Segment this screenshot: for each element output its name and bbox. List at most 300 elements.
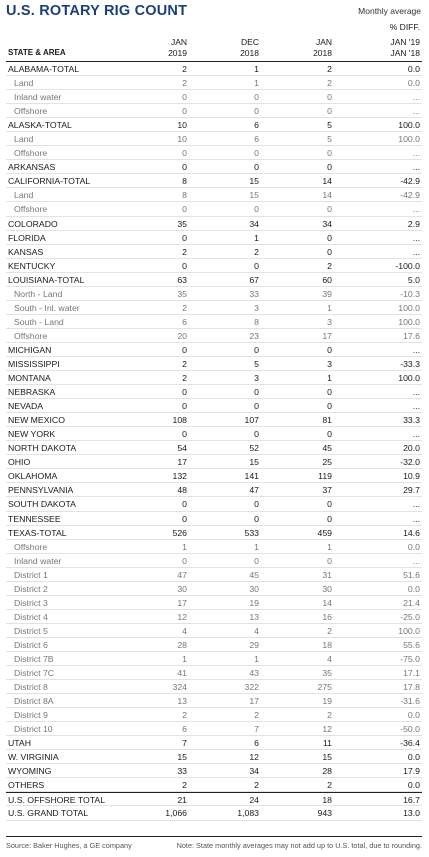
row-pct-diff: ...: [412, 555, 420, 566]
header-pct-diff: % DIFF.: [389, 22, 420, 32]
row-jan-2018: 459: [317, 527, 332, 538]
row-jan-2019: 41: [177, 668, 187, 679]
table-row: [6, 413, 422, 427]
row-area-name: District 7B: [14, 653, 54, 664]
row-jan-2018: 35: [322, 668, 332, 679]
row-jan-2019: 0: [182, 92, 187, 103]
row-jan-2019: 8: [182, 190, 187, 201]
row-jan-2019: 2: [182, 302, 187, 313]
row-pct-diff: ...: [412, 429, 420, 440]
table-row: [6, 540, 422, 554]
table-row: [6, 343, 422, 357]
row-area-name: SOUTH DAKOTA: [8, 499, 76, 510]
row-jan-2019: 0: [182, 513, 187, 524]
row-jan-2019: 0: [182, 429, 187, 440]
row-dec-2018: 0: [254, 204, 259, 215]
row-jan-2018: 0: [327, 555, 332, 566]
row-jan-2019: 17: [177, 597, 187, 608]
row-pct-diff: -100.0: [395, 260, 420, 271]
row-jan-2018: 0: [327, 106, 332, 117]
row-area-name: District 3: [14, 597, 48, 608]
header-col1-year: 2019: [168, 48, 187, 58]
row-pct-diff: 0.0: [407, 64, 420, 74]
row-jan-2019: 10: [177, 134, 187, 145]
row-jan-2018: 4: [327, 653, 332, 664]
row-jan-2019: 0: [182, 204, 187, 215]
row-area-name: District 8: [14, 682, 48, 693]
header-pct-from: JAN '19: [390, 37, 420, 47]
row-area-name: U.S. GRAND TOTAL: [8, 808, 89, 819]
table-row: [6, 427, 422, 441]
row-jan-2019: 4: [182, 625, 187, 636]
row-area-name: Offshore: [14, 148, 48, 159]
row-dec-2018: 43: [249, 668, 259, 679]
row-jan-2019: 2: [182, 710, 187, 721]
row-area-name: W. VIRGINIA: [8, 752, 59, 763]
row-dec-2018: 15: [249, 176, 259, 187]
table-row: [6, 202, 422, 216]
row-jan-2019: 17: [177, 457, 187, 468]
row-jan-2018: 0: [327, 232, 332, 243]
row-area-name: District 7C: [14, 668, 55, 679]
row-pct-diff: 100.0: [398, 625, 420, 636]
row-jan-2018: 943: [317, 808, 332, 819]
row-area-name: District 1: [14, 569, 48, 580]
row-jan-2018: 1: [327, 541, 332, 552]
row-jan-2019: 0: [182, 344, 187, 355]
table-row: [6, 174, 422, 188]
table-row: [6, 806, 422, 820]
row-dec-2018: 0: [254, 148, 259, 159]
row-dec-2018: 33: [249, 288, 259, 299]
row-jan-2019: 28: [177, 639, 187, 650]
row-jan-2019: 6: [182, 316, 187, 327]
row-area-name: FLORIDA: [8, 232, 46, 243]
table-row: [6, 455, 422, 469]
row-jan-2018: 2: [327, 64, 332, 74]
table-row: [6, 526, 422, 540]
row-dec-2018: 3: [254, 302, 259, 313]
row-jan-2019: 30: [177, 583, 187, 594]
header-col3-month: JAN: [315, 37, 332, 47]
row-jan-2018: 119: [318, 471, 332, 482]
table-row: [6, 680, 422, 694]
row-jan-2018: 0: [327, 344, 332, 355]
row-pct-diff: 17.8: [403, 682, 420, 693]
table-row: [6, 512, 422, 526]
row-jan-2019: 48: [177, 485, 187, 496]
row-dec-2018: 2: [254, 780, 259, 791]
row-area-name: KENTUCKY: [8, 260, 56, 271]
row-pct-diff: -25.0: [400, 611, 420, 622]
row-jan-2019: 0: [182, 260, 187, 271]
table-row: [6, 764, 422, 778]
row-jan-2019: 13: [177, 696, 187, 707]
row-area-name: District 8A: [14, 696, 54, 707]
row-pct-diff: 100.0: [398, 373, 420, 384]
row-pct-diff: -31.6: [400, 696, 420, 707]
row-pct-diff: 16.7: [403, 795, 420, 806]
table-row: [6, 694, 422, 708]
row-jan-2018: 34: [322, 218, 332, 229]
row-area-name: PENNSYLVANIA: [8, 485, 74, 496]
row-jan-2019: 0: [182, 555, 187, 566]
row-jan-2018: 12: [322, 724, 332, 735]
row-area-name: Offshore: [14, 106, 48, 117]
row-dec-2018: 1,083: [237, 808, 259, 819]
row-jan-2019: 7: [182, 738, 187, 749]
row-dec-2018: 6: [254, 134, 259, 145]
row-jan-2018: 2: [327, 260, 332, 271]
row-jan-2018: 39: [322, 288, 332, 299]
row-dec-2018: 5: [254, 358, 259, 369]
row-dec-2018: 1: [254, 64, 259, 74]
row-jan-2019: 1,066: [165, 808, 187, 819]
row-dec-2018: 8: [254, 316, 259, 327]
row-pct-diff: -36.4: [400, 738, 420, 749]
row-area-name: COLORADO: [8, 218, 58, 229]
row-jan-2019: 12: [177, 611, 187, 622]
row-pct-diff: ...: [412, 513, 420, 524]
row-area-name: NEBRASKA: [8, 387, 56, 398]
row-jan-2019: 2: [182, 64, 187, 74]
table-row: [6, 104, 422, 118]
row-pct-diff: 29.7: [403, 485, 420, 496]
row-jan-2018: 81: [322, 415, 332, 426]
row-pct-diff: 17.9: [403, 766, 420, 777]
row-pct-diff: 0.0: [407, 780, 420, 791]
row-area-name: UTAH: [8, 738, 32, 749]
row-area-name: Offshore: [14, 541, 48, 552]
table-row: [6, 792, 422, 806]
row-jan-2018: 0: [327, 148, 332, 159]
row-dec-2018: 13: [249, 611, 259, 622]
row-dec-2018: 7: [254, 724, 259, 735]
row-jan-2019: 0: [182, 401, 187, 412]
table-row: [6, 750, 422, 764]
table-row: [6, 90, 422, 104]
row-jan-2019: 108: [172, 415, 187, 426]
row-area-name: WYOMING: [8, 766, 52, 777]
row-pct-diff: 17.6: [403, 330, 420, 341]
row-pct-diff: 0.0: [407, 541, 420, 552]
table-row: [6, 385, 422, 399]
table-row: [6, 778, 422, 792]
table-row: [6, 146, 422, 160]
row-jan-2019: 324: [172, 682, 187, 693]
row-area-name: MISSISSIPPI: [8, 358, 60, 369]
row-dec-2018: 15: [249, 190, 259, 201]
header-state-area: STATE & AREA: [8, 48, 66, 57]
row-jan-2018: 28: [322, 766, 332, 777]
row-jan-2018: 17: [322, 330, 332, 341]
row-dec-2018: 12: [249, 752, 259, 763]
row-jan-2019: 0: [182, 106, 187, 117]
row-pct-diff: ...: [412, 401, 420, 412]
row-dec-2018: 29: [249, 639, 259, 650]
row-dec-2018: 1: [254, 541, 259, 552]
table-row: [6, 666, 422, 680]
row-pct-diff: 13.0: [403, 808, 420, 819]
table-row: [6, 722, 422, 736]
row-jan-2019: 0: [182, 499, 187, 510]
rig-count-table: [6, 20, 422, 821]
row-dec-2018: 0: [254, 106, 259, 117]
row-pct-diff: -33.3: [400, 358, 420, 369]
row-jan-2019: 15: [177, 752, 187, 763]
table-row: [6, 62, 422, 76]
table-row: [6, 315, 422, 329]
header-pct-to: JAN '18: [390, 48, 420, 58]
row-jan-2018: 45: [322, 443, 332, 454]
table-row: [6, 582, 422, 596]
row-jan-2019: 2: [182, 246, 187, 257]
row-jan-2019: 1: [182, 653, 187, 664]
row-pct-diff: ...: [412, 92, 420, 103]
row-pct-diff: -75.0: [400, 653, 420, 664]
table-row: [6, 441, 422, 455]
table-row: [6, 638, 422, 652]
row-pct-diff: -32.0: [400, 457, 420, 468]
table-subtitle: Monthly average: [358, 6, 421, 16]
row-jan-2018: 5: [327, 120, 332, 131]
row-jan-2019: 21: [177, 795, 187, 806]
row-pct-diff: 55.6: [403, 639, 420, 650]
row-jan-2018: 25: [322, 457, 332, 468]
row-dec-2018: 2: [254, 246, 259, 257]
table-row: [6, 497, 422, 511]
row-area-name: District 6: [14, 639, 48, 650]
row-jan-2018: 19: [322, 696, 332, 707]
table-row: [6, 231, 422, 245]
row-jan-2019: 0: [182, 387, 187, 398]
row-pct-diff: -10.3: [400, 288, 420, 299]
table-row: [6, 329, 422, 343]
row-dec-2018: 0: [254, 513, 259, 524]
row-jan-2018: 31: [322, 569, 332, 580]
row-jan-2018: 2: [327, 780, 332, 791]
row-jan-2019: 8: [182, 176, 187, 187]
table-row: [6, 273, 422, 287]
row-jan-2018: 1: [327, 302, 332, 313]
row-dec-2018: 52: [249, 443, 259, 454]
table-row: [6, 708, 422, 722]
row-area-name: South - Inl. water: [14, 302, 80, 313]
table-row: [6, 652, 422, 666]
row-area-name: District 2: [14, 583, 48, 594]
row-dec-2018: 0: [254, 429, 259, 440]
row-pct-diff: 14.6: [403, 527, 420, 538]
row-dec-2018: 0: [254, 162, 259, 173]
table-row: [6, 624, 422, 638]
table-row: [6, 259, 422, 273]
row-pct-diff: 100.0: [398, 120, 420, 131]
row-jan-2018: 14: [322, 190, 332, 201]
row-jan-2018: 14: [322, 176, 332, 187]
row-pct-diff: 10.9: [403, 471, 420, 482]
row-area-name: TEXAS-TOTAL: [8, 527, 67, 538]
row-area-name: TENNESSEE: [8, 513, 61, 524]
table-row: [6, 118, 422, 132]
header-col1-month: JAN: [170, 37, 187, 47]
row-pct-diff: ...: [412, 162, 420, 173]
row-pct-diff: ...: [412, 499, 420, 510]
table-row: [6, 736, 422, 750]
row-area-name: Inland water: [14, 555, 62, 566]
row-area-name: NEVADA: [8, 401, 44, 412]
table-header: [6, 20, 422, 62]
row-dec-2018: 6: [254, 738, 259, 749]
header-col2-year: 2018: [240, 48, 259, 58]
row-pct-diff: 5.0: [407, 274, 420, 285]
row-dec-2018: 0: [254, 555, 259, 566]
row-jan-2019: 63: [177, 274, 187, 285]
table-row: [6, 399, 422, 413]
row-jan-2018: 3: [327, 316, 332, 327]
row-jan-2019: 0: [182, 148, 187, 159]
row-jan-2018: 0: [327, 499, 332, 510]
row-area-name: MICHIGAN: [8, 344, 52, 355]
row-jan-2018: 0: [327, 162, 332, 173]
row-area-name: NEW YORK: [8, 429, 56, 440]
row-pct-diff: 100.0: [398, 134, 420, 145]
row-dec-2018: 6: [254, 120, 259, 131]
row-jan-2018: 15: [322, 752, 332, 763]
row-dec-2018: 23: [249, 330, 259, 341]
row-jan-2019: 2: [182, 358, 187, 369]
row-dec-2018: 1: [254, 78, 259, 89]
row-pct-diff: 2.9: [407, 218, 420, 229]
row-jan-2018: 0: [327, 513, 332, 524]
row-dec-2018: 2: [254, 710, 259, 721]
row-area-name: Offshore: [14, 330, 48, 341]
table-body: [6, 62, 422, 821]
row-dec-2018: 0: [254, 499, 259, 510]
row-jan-2018: 0: [327, 429, 332, 440]
row-pct-diff: ...: [412, 387, 420, 398]
table-row: [6, 371, 422, 385]
row-pct-diff: ...: [412, 148, 420, 159]
row-area-name: South - Land: [14, 316, 64, 327]
row-jan-2018: 30: [322, 583, 332, 594]
row-area-name: Land: [14, 78, 34, 89]
row-jan-2019: 0: [182, 162, 187, 173]
row-jan-2018: 14: [322, 597, 332, 608]
row-jan-2018: 2: [327, 625, 332, 636]
row-pct-diff: -50.0: [400, 724, 420, 735]
row-jan-2018: 1: [327, 373, 332, 384]
row-dec-2018: 322: [244, 682, 259, 693]
row-pct-diff: 33.3: [403, 415, 420, 426]
row-dec-2018: 30: [249, 583, 259, 594]
row-area-name: District 4: [14, 611, 48, 622]
row-pct-diff: ...: [412, 106, 420, 117]
table-row: [6, 469, 422, 483]
row-dec-2018: 45: [249, 569, 259, 580]
row-pct-diff: 0.0: [407, 78, 420, 89]
row-dec-2018: 0: [254, 401, 259, 412]
row-area-name: ALASKA-TOTAL: [8, 120, 72, 131]
row-jan-2019: 132: [172, 471, 187, 482]
row-jan-2019: 526: [172, 527, 187, 538]
row-jan-2019: 6: [182, 724, 187, 735]
row-pct-diff: 21.4: [403, 597, 420, 608]
row-pct-diff: ...: [412, 204, 420, 215]
table-row: [6, 188, 422, 202]
table-row: [6, 610, 422, 624]
row-area-name: Inland water: [14, 92, 62, 103]
row-area-name: LOUISIANA-TOTAL: [8, 274, 85, 285]
row-area-name: NEW MEXICO: [8, 415, 65, 426]
row-dec-2018: 34: [249, 766, 259, 777]
row-area-name: OTHERS: [8, 780, 45, 791]
row-dec-2018: 15: [249, 457, 259, 468]
row-area-name: Land: [14, 190, 34, 201]
row-jan-2018: 275: [317, 682, 332, 693]
row-pct-diff: 100.0: [398, 302, 420, 313]
row-jan-2018: 16: [322, 611, 332, 622]
table-row: [6, 245, 422, 259]
row-jan-2018: 2: [327, 710, 332, 721]
row-jan-2018: 3: [327, 358, 332, 369]
table-row: [6, 287, 422, 301]
row-area-name: NORTH DAKOTA: [8, 443, 77, 454]
row-pct-diff: 0.0: [407, 710, 420, 721]
table-footer: [6, 836, 422, 850]
row-jan-2019: 33: [177, 766, 187, 777]
row-area-name: District 9: [14, 710, 48, 721]
row-jan-2018: 0: [327, 387, 332, 398]
source-note: Source: Baker Hughes, a GE company: [6, 841, 132, 850]
table-row: [6, 132, 422, 146]
table-row: [6, 160, 422, 174]
row-pct-diff: 0.0: [407, 583, 420, 594]
row-jan-2019: 35: [177, 218, 187, 229]
row-dec-2018: 17: [249, 696, 259, 707]
row-area-name: ALABAMA-TOTAL: [8, 64, 80, 74]
row-dec-2018: 19: [249, 597, 259, 608]
row-area-name: Offshore: [14, 204, 48, 215]
row-jan-2019: 1: [182, 541, 187, 552]
row-jan-2019: 47: [177, 569, 187, 580]
row-pct-diff: ...: [412, 246, 420, 257]
row-dec-2018: 4: [254, 625, 259, 636]
row-jan-2018: 18: [322, 795, 332, 806]
row-dec-2018: 67: [249, 274, 259, 285]
table-row: [6, 217, 422, 231]
header-col2-month: DEC: [241, 37, 259, 47]
row-pct-diff: 100.0: [398, 316, 420, 327]
row-dec-2018: 0: [254, 387, 259, 398]
row-dec-2018: 0: [254, 92, 259, 103]
row-area-name: Land: [14, 134, 34, 145]
row-dec-2018: 1: [254, 232, 259, 243]
row-jan-2019: 35: [177, 288, 187, 299]
row-area-name: District 10: [14, 724, 53, 735]
row-jan-2018: 11: [322, 738, 332, 749]
row-area-name: North - Land: [14, 288, 63, 299]
header-col3-year: 2018: [313, 48, 332, 58]
table-row: [6, 596, 422, 610]
table-row: [6, 483, 422, 497]
row-dec-2018: 47: [249, 485, 259, 496]
row-jan-2019: 0: [182, 232, 187, 243]
table-row: [6, 357, 422, 371]
row-area-name: OKLAHOMA: [8, 471, 58, 482]
row-jan-2019: 20: [177, 330, 187, 341]
row-dec-2018: 24: [249, 795, 259, 806]
table-row: [6, 76, 422, 90]
